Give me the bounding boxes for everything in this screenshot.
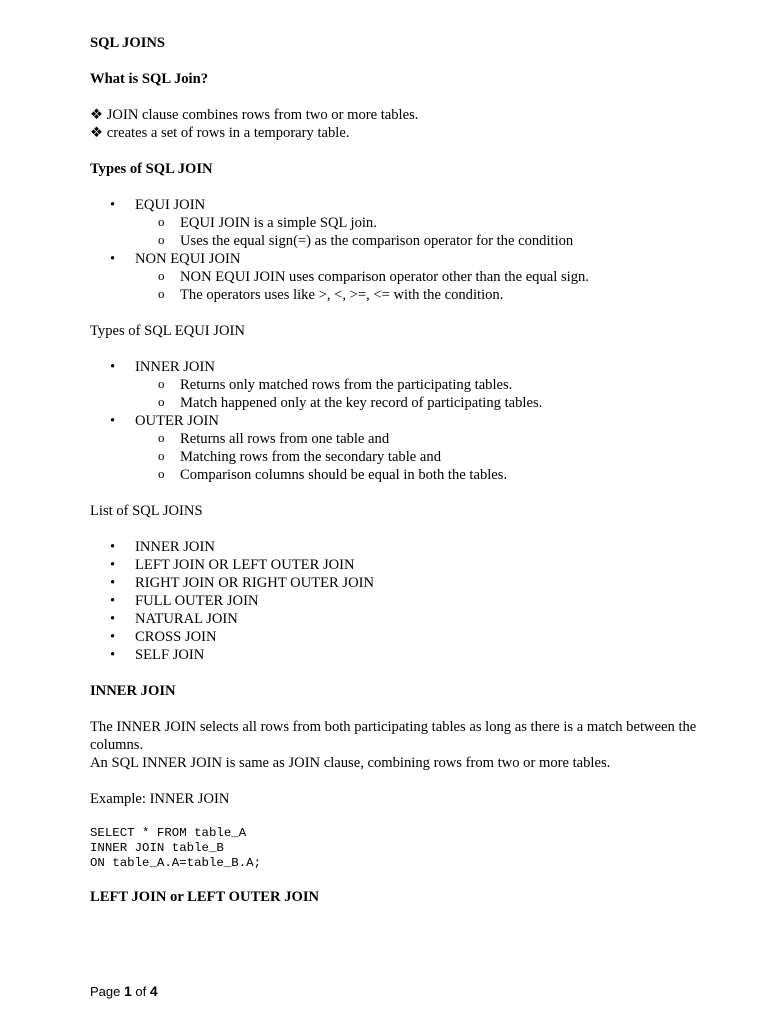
sub-list — [135, 430, 730, 484]
sub-list-item — [135, 376, 730, 394]
inner-join-paragraph: An SQL INNER JOIN is same as JOIN clause, combining rows from two or more tables. — [90, 755, 611, 771]
sub-bullet-icon: o — [158, 286, 165, 301]
sub-list-item-text: Match happened only at the key record of participating tables. — [180, 395, 543, 411]
inner-join-heading: INNER JOIN — [90, 683, 176, 699]
sub-list — [135, 268, 730, 304]
list-item-label: FULL OUTER JOIN — [135, 593, 259, 609]
bullet-icon: • — [110, 413, 116, 429]
list-item — [90, 556, 730, 574]
sub-list-item — [135, 232, 730, 250]
list-item — [90, 610, 730, 628]
list-item — [90, 538, 730, 556]
equi-types-heading: Types of SQL EQUI JOIN — [90, 323, 245, 339]
diamond-bullet-text: JOIN clause combines rows from two or more tables. — [106, 107, 419, 123]
list-item-label: NON EQUI JOIN — [135, 251, 241, 267]
list-item-label: INNER JOIN — [135, 539, 215, 555]
diamond-bullet-icon: ❖ — [90, 125, 104, 141]
joins-list — [90, 538, 730, 664]
diamond-bullet-text: creates a set of rows in a temporary table. — [106, 125, 350, 141]
list-item-label: LEFT JOIN OR LEFT OUTER JOIN — [135, 557, 355, 573]
sub-bullet-icon: o — [158, 214, 165, 229]
sub-list-item-text: The operators uses like >, <, >=, <= with the condition. — [180, 287, 504, 303]
code-line: ON table_A.A=table_B.A; — [90, 856, 262, 870]
list-item-label: OUTER JOIN — [135, 413, 219, 429]
diamond-bullet-icon: ❖ — [90, 107, 104, 123]
bullet-icon: • — [110, 557, 116, 573]
sub-bullet-icon: o — [158, 268, 165, 283]
what-is-heading: What is SQL Join? — [90, 71, 209, 87]
list-item-label: INNER JOIN — [135, 359, 215, 375]
sub-list-item — [135, 394, 730, 412]
sub-list-item — [135, 448, 730, 466]
footer-of-label: of — [135, 984, 147, 999]
diamond-bullet-item — [90, 106, 730, 124]
list-item-label: CROSS JOIN — [135, 629, 217, 645]
sub-list-item-text: EQUI JOIN is a simple SQL join. — [180, 215, 377, 231]
inner-join-paragraph: The INNER JOIN selects all rows from both participating tables as long as there is a match between the columns. — [90, 719, 697, 753]
sub-list — [135, 214, 730, 250]
bullet-icon: • — [110, 647, 116, 663]
sub-bullet-icon: o — [158, 466, 165, 481]
sub-list-item-text: Returns only matched rows from the participating tables. — [180, 377, 513, 393]
sub-bullet-icon: o — [158, 430, 165, 445]
code-line: SELECT * FROM table_A — [90, 826, 247, 840]
list-item-label: RIGHT JOIN OR RIGHT OUTER JOIN — [135, 575, 375, 591]
types-list — [90, 196, 730, 304]
list-item — [90, 628, 730, 646]
code-block — [90, 826, 730, 871]
bullet-icon: • — [110, 197, 116, 213]
list-item-label: EQUI JOIN — [135, 197, 206, 213]
list-item — [90, 574, 730, 592]
bullet-icon: • — [110, 539, 116, 555]
sub-list-item-text: NON EQUI JOIN uses comparison operator other than the equal sign. — [180, 269, 589, 285]
bullet-icon: • — [110, 575, 116, 591]
sub-list-item — [135, 430, 730, 448]
left-join-heading: LEFT JOIN or LEFT OUTER JOIN — [90, 889, 320, 905]
sub-bullet-icon: o — [158, 448, 165, 463]
sub-list — [135, 376, 730, 412]
diamond-bullet-item — [90, 124, 730, 142]
footer-page-label: Page — [90, 984, 121, 999]
equi-types-list — [90, 358, 730, 484]
document-page — [90, 34, 730, 906]
sub-list-item-text: Returns all rows from one table and — [180, 431, 390, 447]
sub-bullet-icon: o — [158, 232, 165, 247]
bullet-icon: • — [110, 611, 116, 627]
sub-list-item — [135, 214, 730, 232]
sub-list-item — [135, 466, 730, 484]
list-item — [90, 412, 730, 484]
footer-total-pages: 4 — [149, 983, 158, 999]
bullet-icon: • — [110, 359, 116, 375]
sub-list-item — [135, 286, 730, 304]
sub-bullet-icon: o — [158, 394, 165, 409]
types-heading: Types of SQL JOIN — [90, 161, 213, 177]
example-label: Example: INNER JOIN — [90, 791, 230, 807]
list-item — [90, 358, 730, 412]
list-item-label: SELF JOIN — [135, 647, 205, 663]
sub-list-item-text: Uses the equal sign(=) as the comparison operator for the condition — [180, 233, 574, 249]
list-item — [90, 196, 730, 250]
list-item — [90, 592, 730, 610]
list-item — [90, 250, 730, 304]
page-footer — [90, 982, 158, 1001]
sub-bullet-icon: o — [158, 376, 165, 391]
bullet-icon: • — [110, 593, 116, 609]
document-title: SQL JOINS — [90, 35, 166, 51]
list-item — [90, 646, 730, 664]
code-line: INNER JOIN table_B — [90, 841, 224, 855]
list-item-label: NATURAL JOIN — [135, 611, 238, 627]
bullet-icon: • — [110, 251, 116, 267]
bullet-icon: • — [110, 629, 116, 645]
sub-list-item — [135, 268, 730, 286]
sub-list-item-text: Matching rows from the secondary table and — [180, 449, 441, 465]
footer-current-page: 1 — [124, 983, 132, 999]
sub-list-item-text: Comparison columns should be equal in both the tables. — [180, 467, 508, 483]
list-joins-heading: List of SQL JOINS — [90, 503, 203, 519]
